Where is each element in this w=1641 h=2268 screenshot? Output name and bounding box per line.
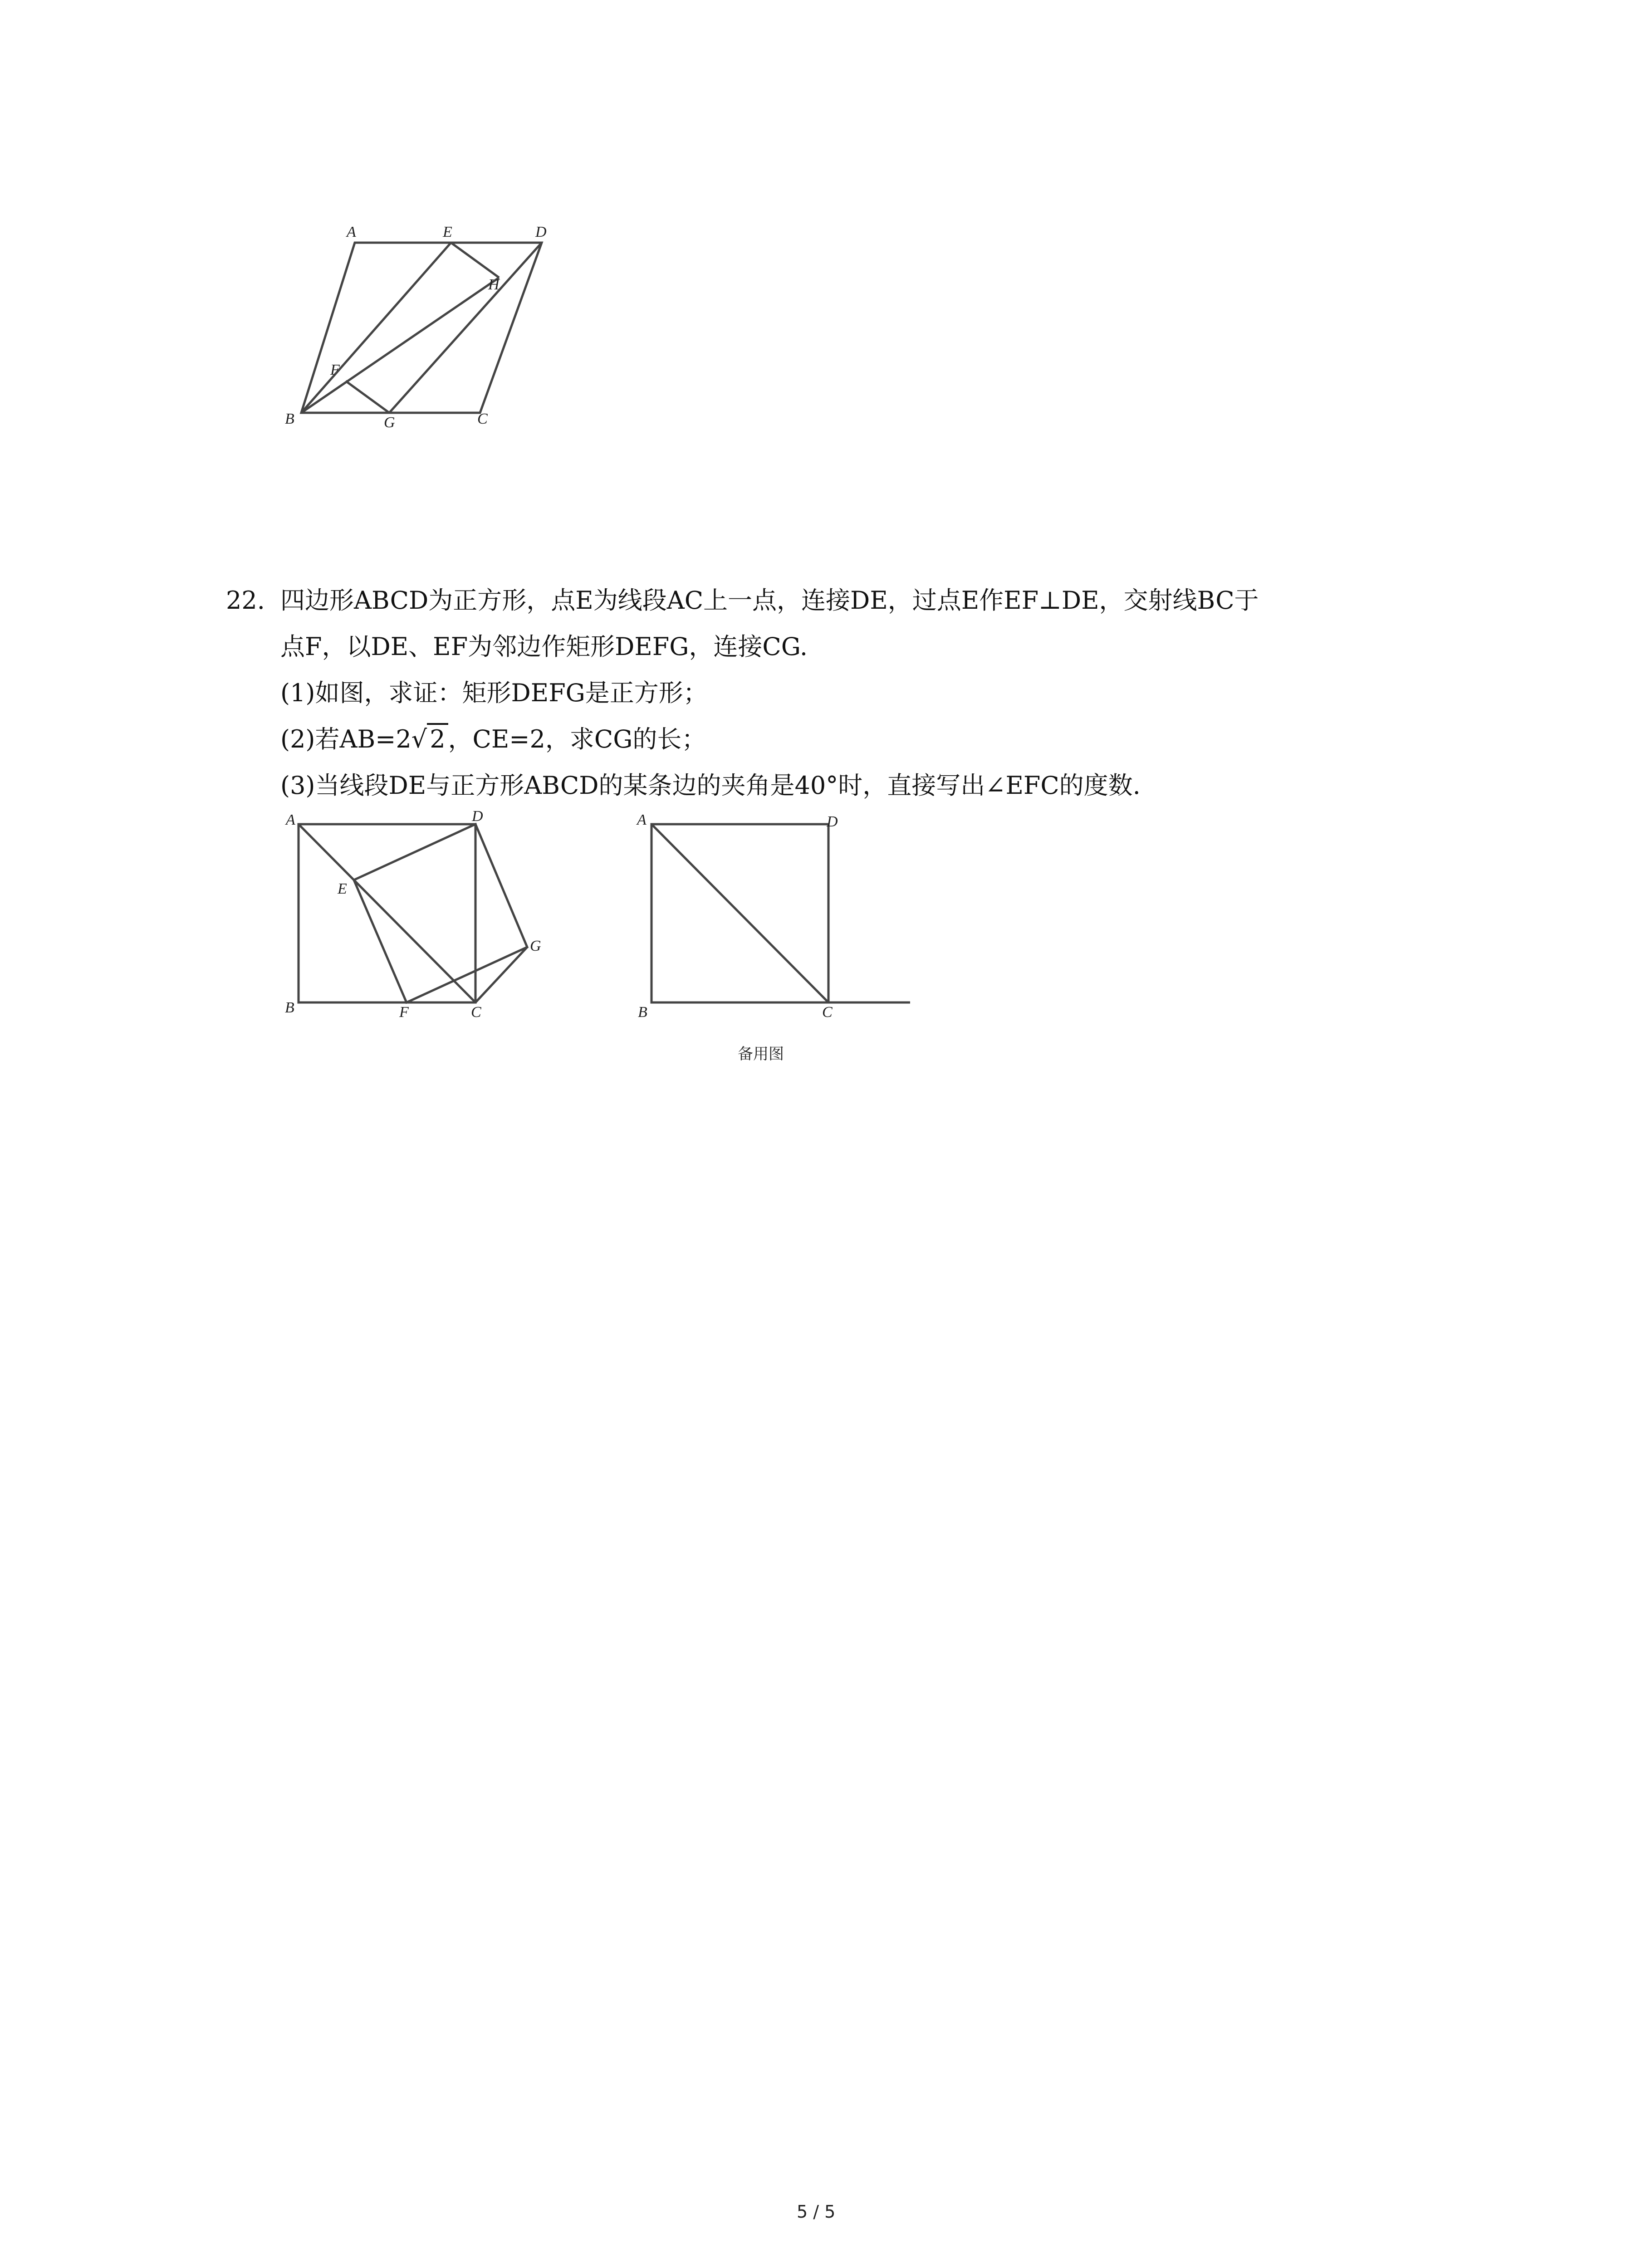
label-f: F xyxy=(330,362,340,378)
label-d: D xyxy=(535,224,547,240)
label-b: B xyxy=(638,1004,647,1021)
label-d: D xyxy=(472,808,483,825)
label-e: E xyxy=(443,224,452,240)
diagonal-ac xyxy=(652,824,828,1002)
label-d: D xyxy=(827,813,838,830)
label-g: G xyxy=(384,414,395,431)
label-a: A xyxy=(286,811,295,828)
figure-parallelogram xyxy=(272,209,599,445)
figure-square-defg xyxy=(272,803,563,1030)
label-f: F xyxy=(399,1004,409,1021)
segment-bh xyxy=(301,278,499,413)
label-c: C xyxy=(471,1004,481,1021)
segment-eb xyxy=(301,243,451,413)
part2-prefix: (2)若AB=2 xyxy=(280,725,411,753)
label-c: C xyxy=(822,1004,833,1021)
label-g: G xyxy=(530,938,541,954)
question-stem-line2: 点F，以DE、EF为邻边作矩形DEFG，连接CG. xyxy=(280,632,808,661)
segment-eh xyxy=(451,243,499,278)
page-number: 5 / 5 xyxy=(797,2202,836,2222)
part2-radicand: 2 xyxy=(427,723,448,753)
label-e: E xyxy=(338,880,347,897)
sqrt-sign: √ xyxy=(411,725,427,753)
question-part3: (3)当线段DE与正方形ABCD的某条边的夹角是40°时，直接写出∠EFC的度数. xyxy=(280,771,1141,800)
question-stem-line1: 四边形ABCD为正方形，点E为线段AC上一点，连接DE，过点E作EF⊥DE，交射线BC于 xyxy=(280,586,1259,615)
figure-backup xyxy=(626,803,916,1030)
label-a: A xyxy=(637,811,647,828)
segment-dg xyxy=(389,243,542,413)
label-b: B xyxy=(285,411,294,427)
backup-figure-caption: 备用图 xyxy=(738,1045,784,1063)
part2-suffix: ，CE=2，求CG的长； xyxy=(448,725,706,753)
question-number: 22. xyxy=(226,586,265,615)
diagonal-ac xyxy=(299,824,475,1002)
label-c: C xyxy=(477,411,488,427)
label-a: A xyxy=(347,224,356,240)
segment-cg xyxy=(475,947,527,1002)
label-h: H xyxy=(488,276,500,293)
question-part1: (1)如图，求证：矩形DEFG是正方形； xyxy=(280,679,708,707)
question-part2 xyxy=(280,716,706,763)
label-b: B xyxy=(285,999,294,1016)
segment-fg xyxy=(346,381,389,413)
